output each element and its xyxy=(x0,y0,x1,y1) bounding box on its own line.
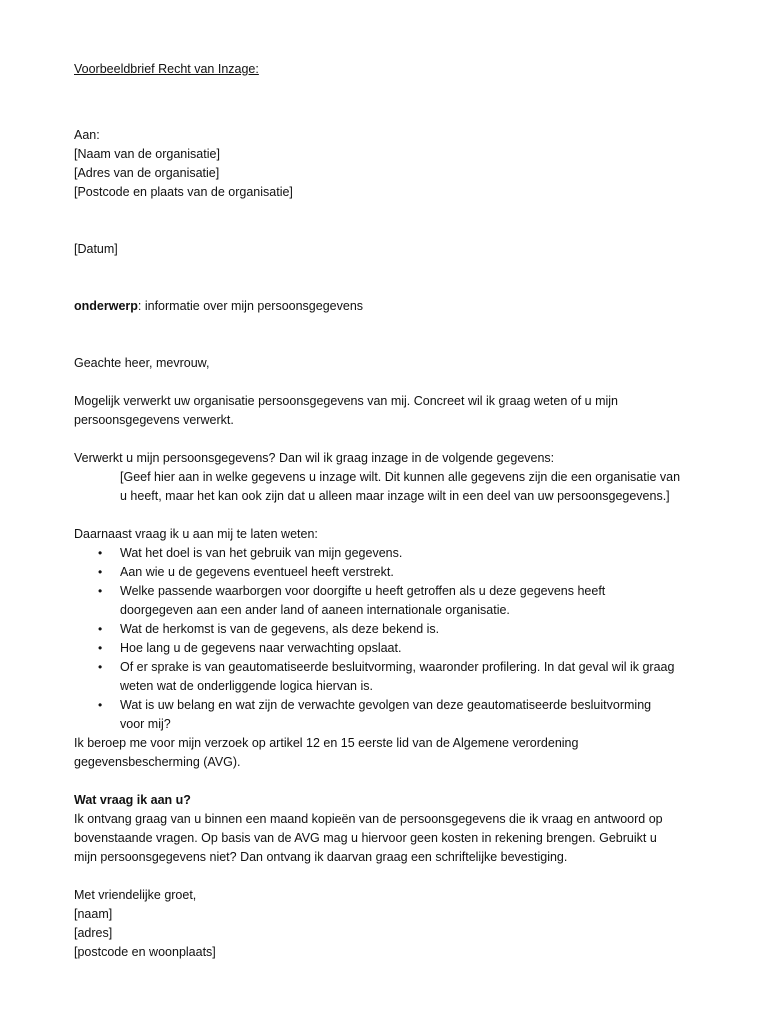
question-heading xyxy=(74,791,704,810)
spacer xyxy=(74,506,704,525)
instruction-line: u heeft, maar het kan ook zijn dat u alleen maar inzage wilt in een deel van uw persoonsgegevens.] xyxy=(120,489,670,503)
list-item-text: Welke passende waarborgen voor doorgifte u heeft getroffen als u deze gegevens heeft xyxy=(120,584,606,598)
letter-title: Voorbeeldbrief Recht van Inzage: xyxy=(74,62,259,76)
subject-label: onderwerp xyxy=(74,299,138,313)
paragraph-line: mijn persoonsgegevens niet? Dan ontvang ik daarvan graag een schriftelijke bevestiging. xyxy=(74,850,568,864)
paragraph-line: Ik beroep me voor mijn verzoek op artikel 12 en 15 eerste lid van de Algemene verordening xyxy=(74,736,579,750)
list-item-text: weten wat de onderliggende logica hiervan is. xyxy=(120,679,373,693)
paragraph-line: Mogelijk verwerkt uw organisatie persoonsgegevens van mij. Concreet wil ik graag weten of u mijn xyxy=(74,394,619,408)
list-item-text: Hoe lang u de gegevens naar verwachting opslaat. xyxy=(120,641,402,655)
question-body xyxy=(74,810,704,867)
list-item-text: Wat is uw belang en wat zijn de verwachte gevolgen van deze geautomatiseerde besluitvorming xyxy=(120,698,652,712)
sender-name: [naam] xyxy=(74,907,113,921)
recipient-name: [Naam van de organisatie] xyxy=(74,147,220,161)
spacer xyxy=(74,867,704,886)
paragraph-line: Verwerkt u mijn persoonsgegevens? Dan wil ik graag inzage in de volgende gegevens: xyxy=(74,451,555,465)
bullet-icon: • xyxy=(98,622,103,636)
closing: Met vriendelijke groet, xyxy=(74,888,197,902)
recipient-address: [Adres van de organisatie] xyxy=(74,166,220,180)
bullet-icon: • xyxy=(98,660,103,674)
list-item xyxy=(74,582,704,620)
paragraph-line: Ik ontvang graag van u binnen een maand kopieën van de persoonsgegevens die ik vraag en antwoord op xyxy=(74,812,663,826)
spacer xyxy=(74,316,704,354)
bullet-icon: • xyxy=(98,546,103,560)
spacer xyxy=(74,772,704,791)
subject-line xyxy=(74,297,704,316)
list-item xyxy=(74,658,704,696)
bullet-icon: • xyxy=(98,565,103,579)
list-item-text: Aan wie u de gegevens eventueel heeft verstrekt. xyxy=(120,565,394,579)
list-item xyxy=(74,544,704,563)
paragraph-request xyxy=(74,449,704,506)
list-item-text: Of er sprake is van geautomatiseerde besluitvorming, waaronder profilering. In dat geval wil ik graag xyxy=(120,660,675,674)
legal-basis xyxy=(74,734,704,772)
bullet-icon: • xyxy=(98,641,103,655)
paragraph-line: gegevensbescherming (AVG). xyxy=(74,755,241,769)
sender-postal: [postcode en woonplaats] xyxy=(74,945,216,959)
list-item xyxy=(74,696,704,734)
list-item xyxy=(74,639,704,658)
bullet-icon: • xyxy=(98,698,103,712)
recipient-postal: [Postcode en plaats van de organisatie] xyxy=(74,185,293,199)
spacer xyxy=(74,79,704,117)
list-item-text: Wat de herkomst is van de gegevens, als deze bekend is. xyxy=(120,622,440,636)
list-item-text: Wat het doel is van het gebruik van mijn gegevens. xyxy=(120,546,403,560)
spacer xyxy=(74,202,704,240)
sender-address: [adres] xyxy=(74,926,113,940)
instruction-block xyxy=(120,468,704,506)
letter-page xyxy=(74,60,704,962)
bullet-icon: • xyxy=(98,584,103,598)
spacer xyxy=(74,259,704,297)
questions-list xyxy=(74,544,704,734)
recipient-block xyxy=(74,126,704,202)
paragraph-line: persoonsgegevens verwerkt. xyxy=(74,413,234,427)
recipient-label: Aan: xyxy=(74,128,100,142)
list-item xyxy=(74,563,704,582)
list-item xyxy=(74,620,704,639)
question-heading-text: Wat vraag ik aan u? xyxy=(74,793,191,807)
list-item-text: doorgegeven aan een ander land of aaneen internationale organisatie. xyxy=(120,603,510,617)
subject-text: : informatie over mijn persoonsgegevens xyxy=(137,299,364,313)
spacer xyxy=(74,430,704,449)
spacer xyxy=(74,373,704,392)
letter-date: [Datum] xyxy=(74,242,118,256)
salutation: Geachte heer, mevrouw, xyxy=(74,356,210,370)
paragraph-line: bovenstaande vragen. Op basis van de AVG mag u hiervoor geen kosten in rekening brengen. Gebruikt u xyxy=(74,831,657,845)
paragraph-intro xyxy=(74,392,704,430)
list-item-text: voor mij? xyxy=(120,717,171,731)
questions-intro: Daarnaast vraag ik u aan mij te laten weten: xyxy=(74,527,318,541)
sender-block xyxy=(74,905,704,962)
instruction-line: [Geef hier aan in welke gegevens u inzage wilt. Dit kunnen alle gegevens zijn die een organisatie van xyxy=(120,470,681,484)
